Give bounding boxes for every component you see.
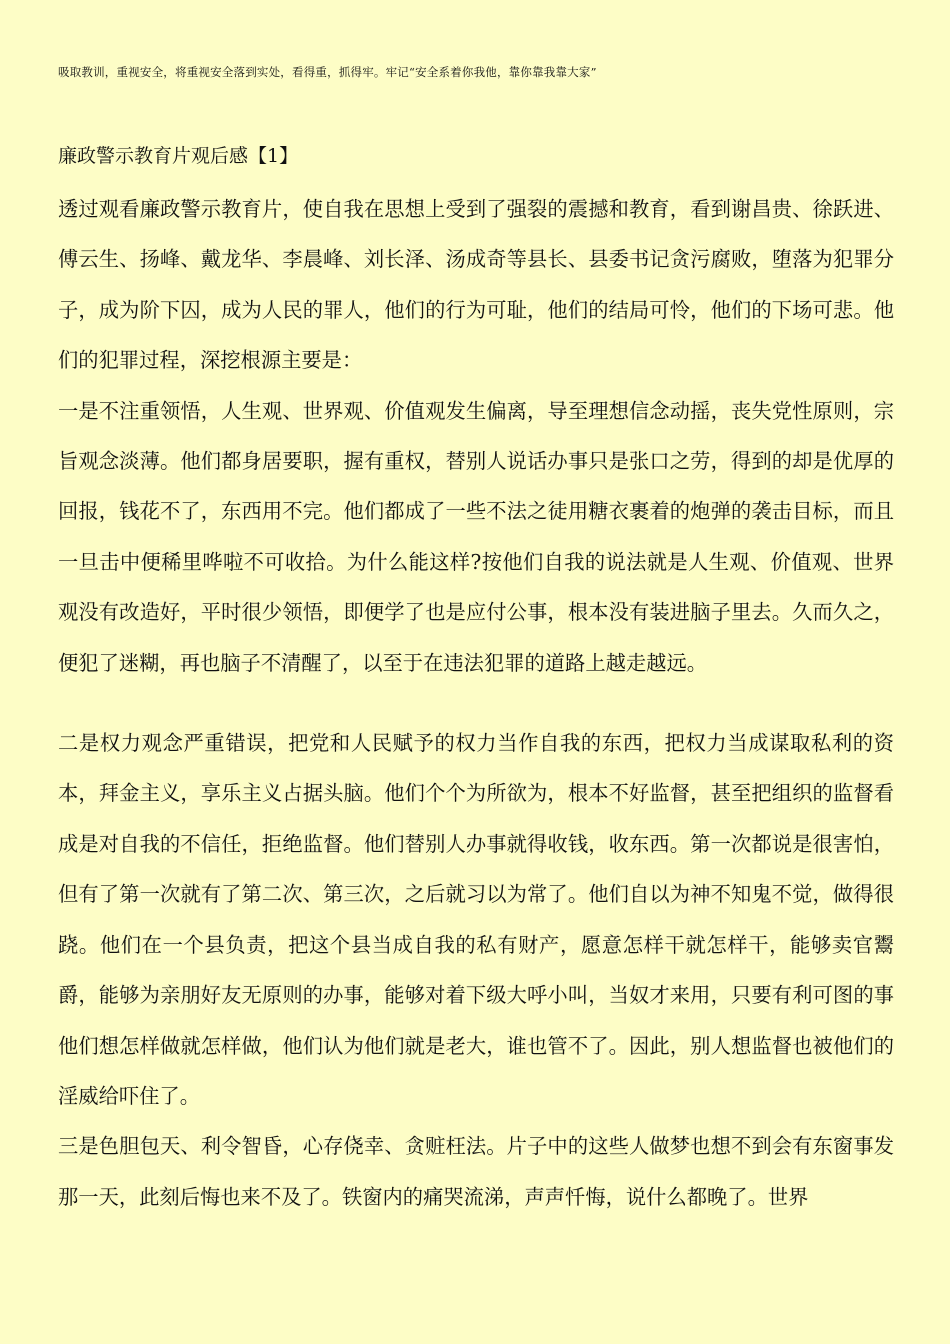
document-title: 廉政警示教育片观后感【1】	[58, 145, 299, 167]
header-note: 吸取教训，重视安全，将重视安全落到实处，看得重，抓得牢。牢记“安全系着你我他，靠你靠我靠大家”	[58, 65, 597, 79]
paragraph-point-three: 三是色胆包天、利令智昏，心存侥幸、贪赃枉法。片子中的这些人做梦也想不到会有东窗事发那一天，此刻后悔也来不及了。铁窗内的痛哭流涕，声声忏悔，说什么都晚了。世界	[58, 1134, 894, 1209]
paragraph-point-one: 一是不注重领悟，人生观、世界观、价值观发生偏离，导至理想信念动摇，丧失党性原则，宗旨观念淡薄。他们都身居要职，握有重权，替别人说话办事只是张口之劳，得到的却是优厚的回报，钱花不了，东西用不完。他们都成了一些不法之徒用糖衣裹着的炮弹的袭击目标，而且一旦击中便稀里哗啦不可收拾。为什么能这样?按他们自我的说法就是人生观、价值观、世界观没有改造好，平时很少领悟，即便学了也是应付公事，根本没有装进脑子里去。久而久之，便犯了迷糊，再也脑子不清醒了，以至于在违法犯罪的道路上越走越远。	[58, 398, 894, 675]
paragraph-point-two: 二是权力观念严重错误，把党和人民赋予的权力当作自我的东西，把权力当成谋取私利的资本，拜金主义，享乐主义占据头脑。他们个个为所欲为，根本不好监督，甚至把组织的监督看成是对自我的不信任，拒绝监督。他们替别人办事就得收钱，收东西。第一次都说是很害怕，但有了第一次就有了第二次、第三次，之后就习以为常了。他们自以为神不知鬼不觉，做得很跷。他们在一个县负责，把这个县当成自我的私有财产，愿意怎样干就怎样干，能够卖官鬻爵，能够为亲朋好友无原则的办事，能够对着下级大呼小叫，当奴才来用，只要有利可图的事他们想怎样做就怎样做，他们认为他们就是老大，谁也管不了。因此，别人想监督也被他们的淫威给吓住了。	[58, 731, 894, 1108]
document-body	[58, 184, 894, 1222]
paragraph-intro: 透过观看廉政警示教育片，使自我在思想上受到了强裂的震撼和教育，看到谢昌贵、徐跃进、傅云生、扬峰、戴龙华、李晨峰、刘长泽、汤成奇等县长、县委书记贪污腐败，堕落为犯罪分子，成为阶下囚，成为人民的罪人，他们的行为可耻，他们的结局可怜，他们的下场可悲。他们的犯罪过程，深挖根源主要是：	[58, 197, 894, 373]
